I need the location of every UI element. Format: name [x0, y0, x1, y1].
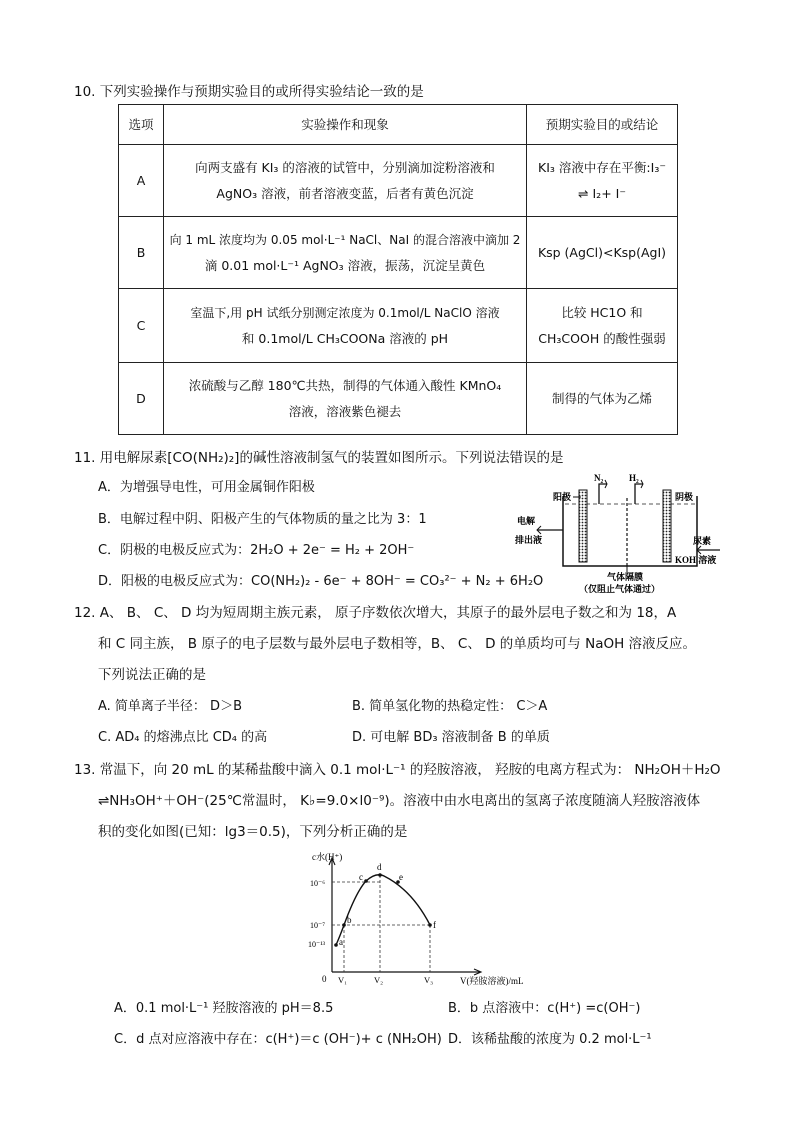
q13-stem-line2: ⇌NH₃OH⁺＋OH⁻(25℃常温时， K♭=9.0×l0⁻⁹)。溶液中由水电离出的氢离子浓度随滴人羟胺溶液体	[98, 793, 701, 809]
point-a-label: a	[339, 937, 343, 947]
row-operation	[164, 289, 527, 363]
operation-line: 溶液，溶液紫色褪去	[288, 403, 402, 419]
q12-stem-line3: 下列说法正确的是	[98, 667, 206, 683]
q10-stem: 10. 下列实验操作与预期实验目的或所得实验结论一致的是	[74, 84, 424, 100]
operation-line: 滴 0.01 mol·L⁻¹ AgNO₃ 溶液，振荡，沉淀呈黄色	[204, 257, 486, 273]
y-axis-label: c水(H⁺)	[312, 852, 343, 862]
point-c	[364, 879, 368, 883]
q13-option-d: D．该稀盐酸的浓度为 0.2 mol·L⁻¹	[448, 1032, 652, 1047]
row-conclusion	[527, 289, 678, 363]
row-key: D	[119, 363, 164, 435]
conclusion-line: 制得的气体为乙烯	[551, 390, 652, 406]
q11-stem: 11. 用电解尿素[CO(NH₂)₂]的碱性溶液制氢气的装置如图所示。下列说法错误的是	[74, 450, 564, 466]
q12-option-c: C. AD₄ 的熔沸点比 CD₄ 的高	[98, 730, 268, 745]
table-header-operation: 实验操作和现象	[164, 105, 527, 145]
table-header-option: 选项	[119, 105, 164, 145]
operation-line: 室温下,用 pH 试纸分别测定浓度为 0.1mol/L NaClO 溶液	[190, 305, 500, 320]
operation-line: 浓硫酸与乙醇 180℃共热，制得的气体通入酸性 KMnO₄	[188, 377, 502, 393]
q12-option-a: A. 简单离子半径： D＞B	[98, 699, 242, 714]
row-key: B	[119, 217, 164, 289]
q12-option-d: D. 可电解 BD₃ 溶液制备 B 的单质	[352, 730, 550, 745]
membrane-label-2: （仅阻止气体通过）	[579, 584, 661, 594]
anode-label: 阳极	[553, 492, 572, 502]
row-operation	[164, 217, 527, 289]
operation-line: 向两支盛有 KI₃ 的溶液的试管中，分别滴加淀粉溶液和	[195, 159, 495, 175]
curve	[336, 875, 430, 945]
point-b	[342, 923, 346, 927]
xtick-v1: V₁	[338, 975, 348, 985]
conclusion-line: CH₃COOH 的酸性强弱	[538, 330, 666, 346]
electrolysis-diagram	[515, 470, 730, 595]
anode-electrode	[579, 490, 587, 562]
row-conclusion	[527, 363, 678, 435]
h2-label: H₂	[629, 473, 639, 483]
outlet-label-1: 电解	[517, 516, 536, 526]
point-f-label: f	[433, 920, 436, 930]
q13-stem-line3: 积的变化如图(已知：lg3＝0.5)，下列分析正确的是	[98, 824, 408, 840]
xtick-v2: V₂	[374, 975, 384, 985]
xtick-v3: V₃	[424, 975, 434, 985]
q11-option-b: B．电解过程中阴、阳极产生的气体物质的量之比为 3：1	[98, 512, 427, 527]
q12-stem-line2: 和 C 同主族， B 原子的电子层数与最外层电子数相等，B、 C、 D 的单质均可与 NaOH 溶液反应。	[98, 636, 697, 652]
table-row	[119, 145, 678, 217]
q10-table	[118, 104, 678, 435]
q13-stem-line1: 13. 常温下，向 20 mL 的某稀盐酸中滴入 0.1 mol·L⁻¹ 的羟胺溶液， 羟胺的电离方程式为： NH₂OH＋H₂O	[74, 762, 721, 778]
row-operation	[164, 145, 527, 217]
row-conclusion	[527, 217, 678, 289]
x-axis-label: V(羟胺溶液)/mL	[460, 976, 524, 986]
operation-line: AgNO₃ 溶液，前者溶液变蓝，后者有黄色沉淀	[216, 185, 474, 201]
inlet-label-1: 尿素	[693, 536, 712, 546]
cathode-label: 阴极	[675, 492, 694, 502]
ytick-1e-6: 10⁻⁶	[310, 879, 326, 888]
point-c-label: c	[359, 872, 363, 882]
origin-label: 0	[322, 974, 327, 984]
operation-line: 向 1 mL 浓度均为 0.05 mol·L⁻¹ NaCl、NaI 的混合溶液中滴加 2	[169, 232, 521, 247]
ytick-1e-13: 10⁻¹³	[308, 940, 326, 949]
table-row	[119, 289, 678, 363]
q12-stem-line1: 12. A、 B、 C、 D 均为短周期主族元素， 原子序数依次增大，其原子的最外层电子数之和为 18，A	[74, 605, 677, 621]
conclusion-line: ⇌ I₂+ I⁻	[578, 185, 626, 201]
point-d	[378, 873, 382, 877]
ytick-1e-7: 10⁻⁷	[310, 921, 326, 930]
point-d-label: d	[377, 862, 382, 872]
point-f	[428, 923, 432, 927]
q13-option-c: C．d 点对应溶液中存在：c(H⁺)＝c (OH⁻)+ c (NH₂OH)	[114, 1032, 442, 1047]
row-key: C	[119, 289, 164, 363]
q12-option-b: B. 简单氢化物的热稳定性： C＞A	[352, 699, 548, 714]
q13-option-a: A．0.1 mol·L⁻¹ 羟胺溶液的 pH＝8.5	[114, 1001, 334, 1016]
conclusion-line: Ksp (AgCl)<Ksp(AgI)	[537, 244, 667, 260]
table-header-conclusion: 预期实验目的或结论	[527, 105, 678, 145]
q11-option-d: D．阳极的电极反应式为：CO(NH₂)₂ - 6e⁻ + 8OH⁻ = CO₃²⁻ + N₂ + 6H₂O	[98, 574, 544, 589]
q13-option-b: B．b 点溶液中：c(H⁺) =c(OH⁻)	[448, 1001, 641, 1016]
conclusion-line: 比较 HC1O 和	[561, 304, 643, 320]
q11-option-c: C．阴极的电极反应式为：2H₂O + 2e⁻ = H₂ + 2OH⁻	[98, 543, 415, 558]
point-a	[334, 943, 338, 947]
operation-line: 和 0.1mol/L CH₃COONa 溶液的 pH	[241, 330, 449, 346]
conclusion-line: KI₃ 溶液中存在平衡:I₃⁻	[538, 159, 666, 175]
membrane-label-1: 气体隔膜	[607, 572, 644, 582]
row-operation	[164, 363, 527, 435]
cathode-electrode	[663, 490, 671, 562]
q11-option-a: A．为增强导电性，可用金属铜作阳极	[98, 480, 315, 495]
outlet-label-2: 排出液	[515, 535, 543, 545]
row-key: A	[119, 145, 164, 217]
table-row	[119, 217, 678, 289]
row-conclusion	[527, 145, 678, 217]
point-b-label: b	[347, 915, 352, 925]
point-e-label: e	[399, 872, 403, 882]
table-row	[119, 363, 678, 435]
inlet-label-2: KOH 溶液	[675, 555, 717, 565]
n2-label: N₂	[594, 473, 604, 483]
q13-graph	[300, 848, 550, 986]
